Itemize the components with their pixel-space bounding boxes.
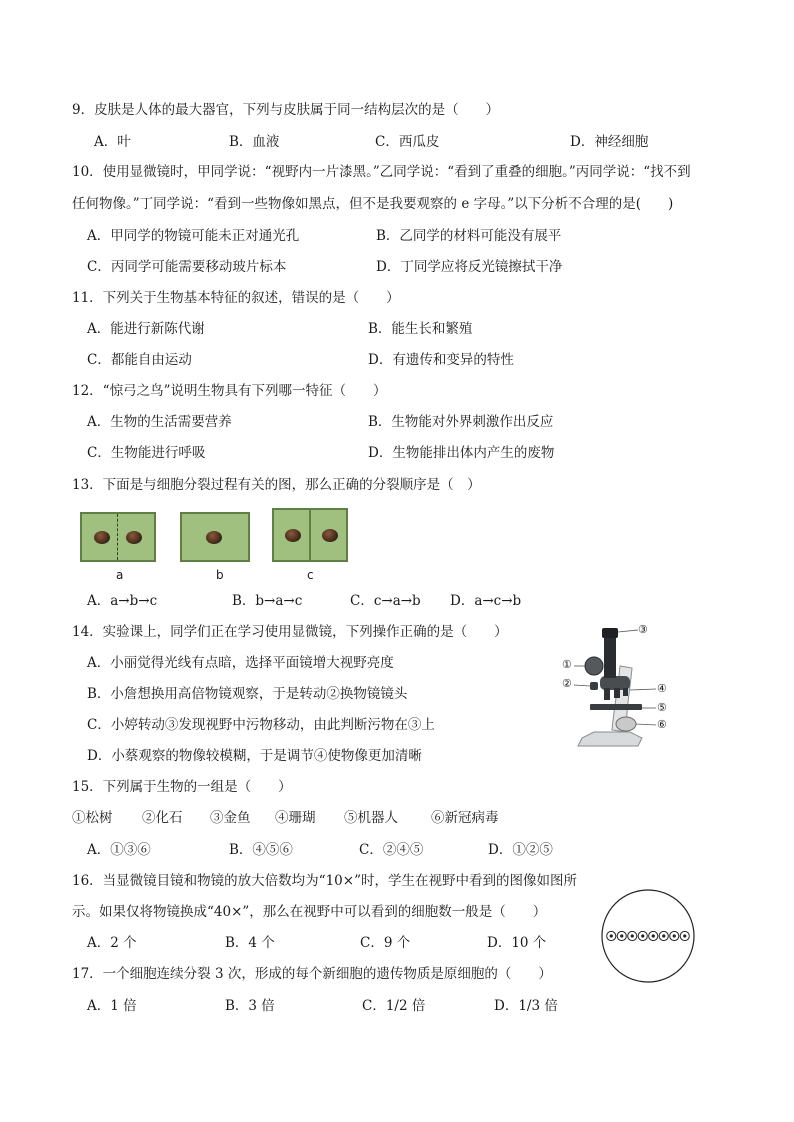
q12-stem: 12．“惊弓之鸟”说明生物具有下列哪一特征（ ） [72,383,387,399]
q14-option-b: B．小詹想换用高倍物镜观察，于是转动②换物镜镜头 [87,686,408,702]
q13-option-c: C．c→a→b [350,593,421,609]
cell-division-figure-c [272,508,348,562]
q17-option-d: D．1/3 倍 [494,998,558,1014]
figure-label-c: c [307,568,314,582]
microscope-label-3: ③ [638,623,648,636]
q12-option-b: B．生物能对外界刺激作出反应 [368,414,554,430]
q16-stem-line1: 16．当显微镜目镜和物镜的放大倍数均为“10×”时，学生在视野中看到的图像如图所 [72,873,577,889]
q13-option-a: A．a→b→c [87,593,158,609]
q15-option-a: A．①③⑥ [87,842,151,858]
q17-option-b: B．3 倍 [225,998,275,1014]
q9-stem: 9．皮肤是人体的最大器官，下列与皮肤属于同一结构层次的是（ ） [72,102,500,118]
microscope-label-1: ① [562,658,572,671]
q11-option-a: A．能进行新陈代谢 [87,321,205,337]
q12-option-c: C．生物能进行呼吸 [87,445,206,461]
fov-cell-nucleus [631,934,634,937]
q15-item-4: ④珊瑚 [275,810,316,826]
q15-option-b: B．④⑤⑥ [229,842,293,858]
q12-option-d: D．生物能排出体内产生的废物 [368,445,555,461]
q9-option-d: D．神经细胞 [570,134,649,150]
q11-stem: 11．下列关于生物基本特征的叙述，错误的是（ ） [72,290,400,306]
q17-stem: 17．一个细胞连续分裂 3 次，形成的每个新细胞的遗传物质是原细胞的（ ） [72,966,552,982]
q10-option-d: D．丁同学应将反光镜擦拭干净 [376,259,563,275]
microscope-figure [560,618,670,753]
microscope-label-5: ⑤ [657,701,667,714]
q15-item-6: ⑥新冠病毒 [431,810,499,826]
q15-item-2: ②化石 [142,810,183,826]
q10-option-c: C．丙同学可能需要移动玻片标本 [87,259,287,275]
fov-cell-nucleus [610,934,613,937]
q15-item-1: ①松树 [72,810,113,826]
q10-option-b: B．乙同学的材料可能没有展平 [376,228,562,244]
cell-division-figure-b [180,512,250,562]
q16-stem-line2: 示。如果仅将物镜换成“40×”，那么在视野中可以看到的细胞数一般是（ ） [72,904,547,920]
figure-label-b: b [216,568,224,582]
q15-stem: 15．下列属于生物的一组是（ ） [72,779,292,795]
figure-label-a: a [116,568,124,582]
fov-cell-nucleus [641,934,644,937]
q13-option-b: B．b→a→c [232,593,303,609]
q10-stem-line2: 任何物像。”丁同学说：“看到一些物像如黑点，但不是我要观察的 e 字母。”以下分析不合理的是( ) [72,196,674,212]
q10-option-a: A．甲同学的物镜可能未正对通光孔 [87,228,300,244]
fov-cell-nucleus [662,934,665,937]
fov-cell-nucleus [683,934,686,937]
q14-option-d: D．小蔡观察的物像较模糊，于是调节④使物像更加清晰 [87,748,422,764]
cell-division-figure-a [80,512,156,562]
q11-option-d: D．有遗传和变异的特性 [368,352,514,368]
q9-option-b: B．血液 [229,134,280,150]
q13-option-d: D．a→c→b [450,593,522,609]
q17-option-c: C．1/2 倍 [362,998,426,1014]
q16-option-a: A．2 个 [87,935,137,951]
q12-option-a: A．生物的生活需要营养 [87,414,232,430]
microscope-label-2: ② [562,677,572,690]
q15-item-5: ⑤机器人 [344,810,398,826]
q17-option-a: A．1 倍 [87,998,137,1014]
field-of-view-figure [600,888,696,984]
q14-option-a: A．小丽觉得光线有点暗，选择平面镜增大视野亮度 [87,655,394,671]
q15-option-c: C．②④⑤ [359,842,424,858]
q16-option-d: D．10 个 [487,935,547,951]
q9-option-a: A．叶 [94,134,131,150]
q13-stem: 13．下面是与细胞分裂过程有关的图，那么正确的分裂顺序是（ ） [72,477,481,493]
microscope-label-4: ④ [657,682,667,695]
q10-stem-line1: 10．使用显微镜时，甲同学说：“视野内一片漆黑。”乙同学说：“看到了重叠的细胞。”丙同学说：“找不到 [72,164,691,180]
q11-option-c: C．都能自由运动 [87,352,192,368]
microscope-label-6: ⑥ [657,718,667,731]
q16-option-c: C．9 个 [360,935,411,951]
q9-option-c: C．西瓜皮 [375,134,440,150]
fov-cell-nucleus [652,934,655,937]
fov-cell-nucleus [673,934,676,937]
q15-item-3: ③金鱼 [210,810,251,826]
q14-stem: 14．实验课上，同学们正在学习使用显微镜，下列操作正确的是（ ） [72,624,508,640]
q11-option-b: B．能生长和繁殖 [368,321,473,337]
fov-cell-nucleus [620,934,623,937]
q14-option-c: C．小婷转动③发现视野中污物移动，由此判断污物在③上 [87,717,435,733]
q15-option-d: D．①②⑤ [488,842,553,858]
q16-option-b: B．4 个 [225,935,275,951]
